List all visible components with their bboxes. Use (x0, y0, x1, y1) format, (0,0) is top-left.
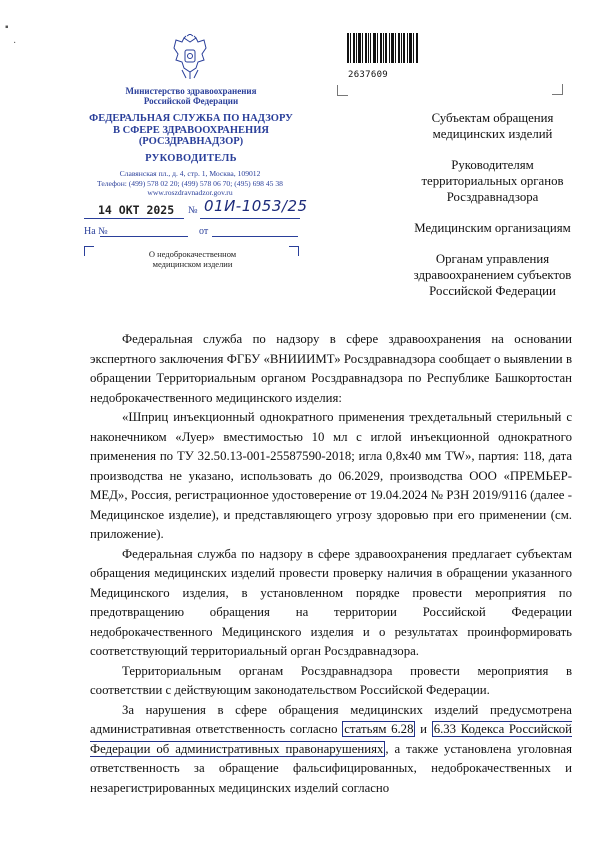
number-label: № (188, 205, 198, 216)
barcode-number: 2637609 (348, 70, 389, 80)
subject-corner (84, 246, 94, 256)
ministry-name: Министерство здравоохранения Российской Федерации (125, 86, 257, 106)
ref-date-line (212, 224, 298, 237)
barcode-icon (347, 33, 419, 63)
law-link-article-6-33[interactable]: 6.33 Кодекса Российской Федерации об административных правонарушениях (90, 722, 573, 756)
addressee: Медицинским организациям (414, 221, 571, 235)
addressee: Руководителям территориальных органов Росздравнадзора (421, 158, 564, 204)
document-number: 01И-1053/25 (204, 197, 308, 215)
agency-address: Славянская пл., д. 4, стр. 1, Москва, 109012 Телефон: (499) 578 02 20; (499) 578 06 70; (495) 698 45 38 www.roszdravnadzor.gov.ru (97, 169, 283, 197)
role-title: РУКОВОДИТЕЛЬ (145, 153, 237, 164)
body-paragraph: Федеральная служба по надзору в сфере здравоохранения предлагает субъектам обращения медицинских изделий провести проверку наличия в обращении указанного Медицинского изделия, в установленном порядке провести мероприятия по предотвращению обращения на территории Российской Федерации недоброкачественного Медицинского изделия и о результатах проинформировать соответствующий территориальный орган Росздравнадзора. (90, 546, 572, 658)
addressee: Органам управления здравоохранением субъектов Российской Федерации (413, 252, 572, 298)
ref-label: На № (84, 226, 108, 237)
coat-of-arms-icon (170, 34, 210, 80)
letter-body (90, 330, 572, 798)
law-link-article-6-28[interactable]: статьям 6.28 (344, 722, 414, 736)
letter-subject: О недоброкачественном медицинском изделии (148, 249, 237, 269)
body-paragraph: Территориальным органам Росздравнадзора провести мероприятия в соответствии с действующим законодательством Российской Федерации. (90, 663, 572, 697)
addressee: Субъектам обращения медицинских изделий (431, 111, 554, 141)
addressees-block (380, 110, 603, 314)
body-paragraph: «Шприц инъекционный однократного применения трехдетальный стерильный с наконечником «Луер» вместимостью 10 мл с иглой инъекционной однократного применения по ТУ 32.50.13-001-25587590-2018; игла 0,8x40 мм TW», партия: 118, дата производства не указано, использовать до 06.2029, производства ООО «ПРЕМЬЕР-МЕД», Россия, регистрационное удостоверение от 19.04.2024 № РЗН 2019/9116 (далее - Медицинское изделие), и представляющего угрозу здоровью при его применении (см. приложение). (90, 410, 572, 541)
agency-name: ФЕДЕРАЛЬНАЯ СЛУЖБА ПО НАДЗОРУ В СФЕРЕ ЗДРАВООХРАНЕНИЯ (РОСЗДРАВНАДЗОР) (89, 113, 293, 147)
date-stamp: 14 ОКТ 2025 (98, 203, 175, 217)
barcode-corner (337, 85, 348, 96)
ref-line (100, 224, 188, 237)
ref-ot-label: от (199, 226, 209, 237)
scan-mark: ▪ (5, 22, 9, 33)
subject-corner (289, 246, 299, 256)
body-paragraph: Федеральная служба по надзору в сфере здравоохранения на основании экспертного заключения ФГБУ «ВНИИИМТ» Росздравнадзора сообщает о выявлении в обращении Территориальным органом Росздравнадзора по Республике Башкортостан недоброкачественного медицинского изделия: (90, 332, 572, 405)
barcode-corner (552, 84, 563, 95)
scan-mark: · (13, 38, 17, 49)
body-paragraph: За нарушения в сфере обращения медицинских изделий предусмотрена административная ответственность согласно статьям 6.28 и 6.33 Кодекса Российской Федерации об административных правонарушениях , а также установлена уголовная ответственность за обращение фальсифицированных, недоброкачественных и незарегистрированных медицинских изделий согласно (90, 702, 573, 795)
